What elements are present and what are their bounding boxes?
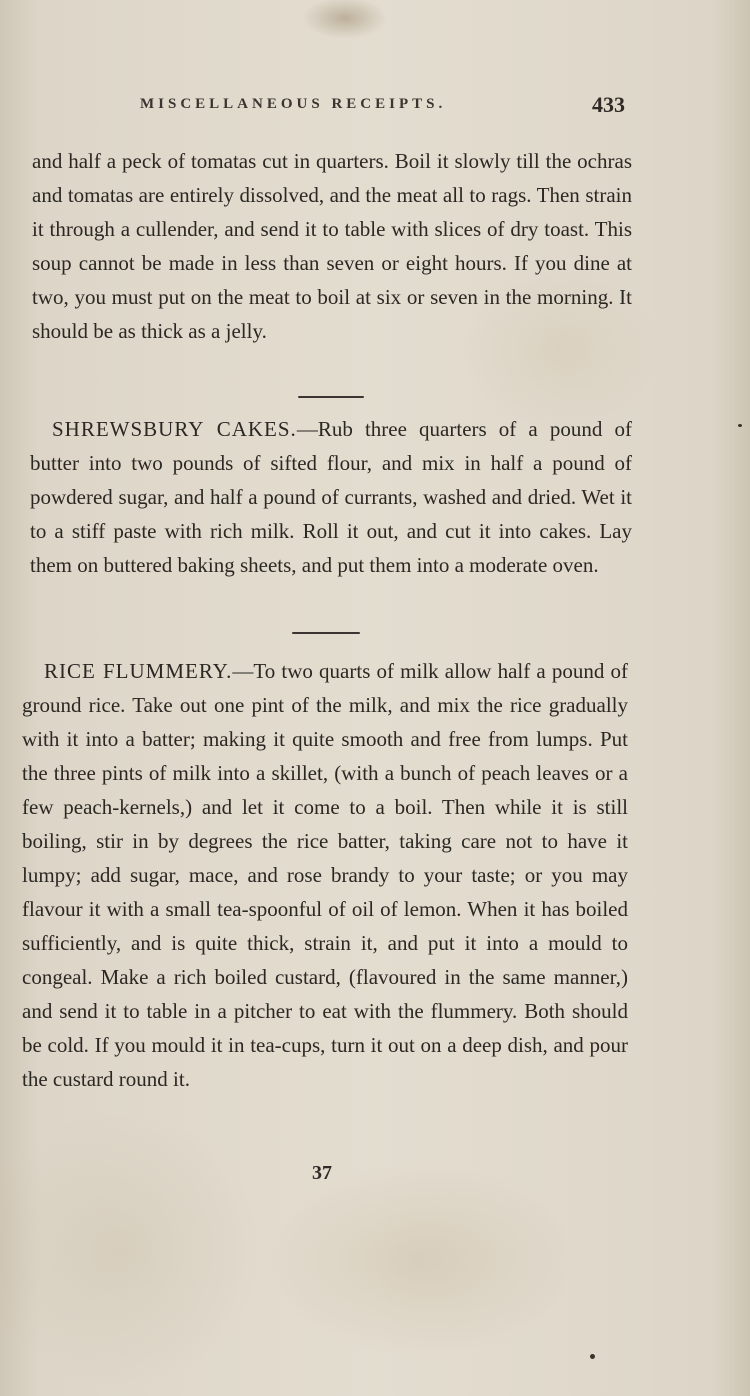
recipe-rice-flummery <box>22 654 628 1096</box>
recipe-shrewsbury-cakes <box>30 412 632 582</box>
recipe-text: —To two quarts of milk allow half a pound of ground rice. Take out one pint of the milk, and mix the rice gradually with it into a batter; making it quite smooth and free from lumps. Put the three pints of milk into a skillet, (with a bunch of peach leaves or a few peach-kernels,) and let it come to a boil. Then while it is still boiling, stir in by degrees the rice batter, taking care not to have it lumpy; add sugar, mace, and rose brandy to your taste; or you may flavour it with a small tea-spoonful of oil of lemon. When it has boiled sufficiently, and is quite thick, strain it, and put it into a mould to congeal. Make a rich boiled custard, (flavoured in the same manner,) and send it to table in a pitcher to eat with the flummery. Both should be cold. If you mould it in tea-cups, turn it out on a deep dish, and pour the custard round it. <box>22 659 628 1091</box>
recipe-paragraph <box>22 654 628 1096</box>
running-title: MISCELLANEOUS RECEIPTS. <box>140 96 447 112</box>
ink-spot <box>590 1354 595 1359</box>
recipe-text: —Rub three quarters of a pound of butter into two pounds of sifted flour, and mix in half a pound of powdered sugar, and half a pound of currants, washed and dried. Wet it to a stiff paste with rich milk. Roll it out, and cut it into cakes. Lay them on buttered baking sheets, and put them into a moderate oven. <box>30 417 632 577</box>
paragraph-text: and half a peck of tomatas cut in quarters. Boil it slowly till the ochras and tomatas are entirely dissolved, and the meat all to rags. Then strain it through a cullender, and send it to table with slices of dry toast. This soup cannot be made in less than seven or eight hours. If you dine at two, you must put on the meat to boil at six or seven in the morning. It should be as thick as a jelly. <box>32 149 632 343</box>
okra-soup-continuation <box>32 144 632 348</box>
recipe-heading: RICE FLUMMERY. <box>44 659 233 683</box>
signature-mark: 37 <box>312 1162 332 1184</box>
section-divider <box>292 632 360 634</box>
section-divider <box>298 396 364 398</box>
recipe-paragraph <box>30 412 632 582</box>
recipe-heading: SHREWSBURY CAKES. <box>52 417 297 441</box>
page-number: 433 <box>592 92 625 117</box>
ink-spot <box>738 424 742 427</box>
